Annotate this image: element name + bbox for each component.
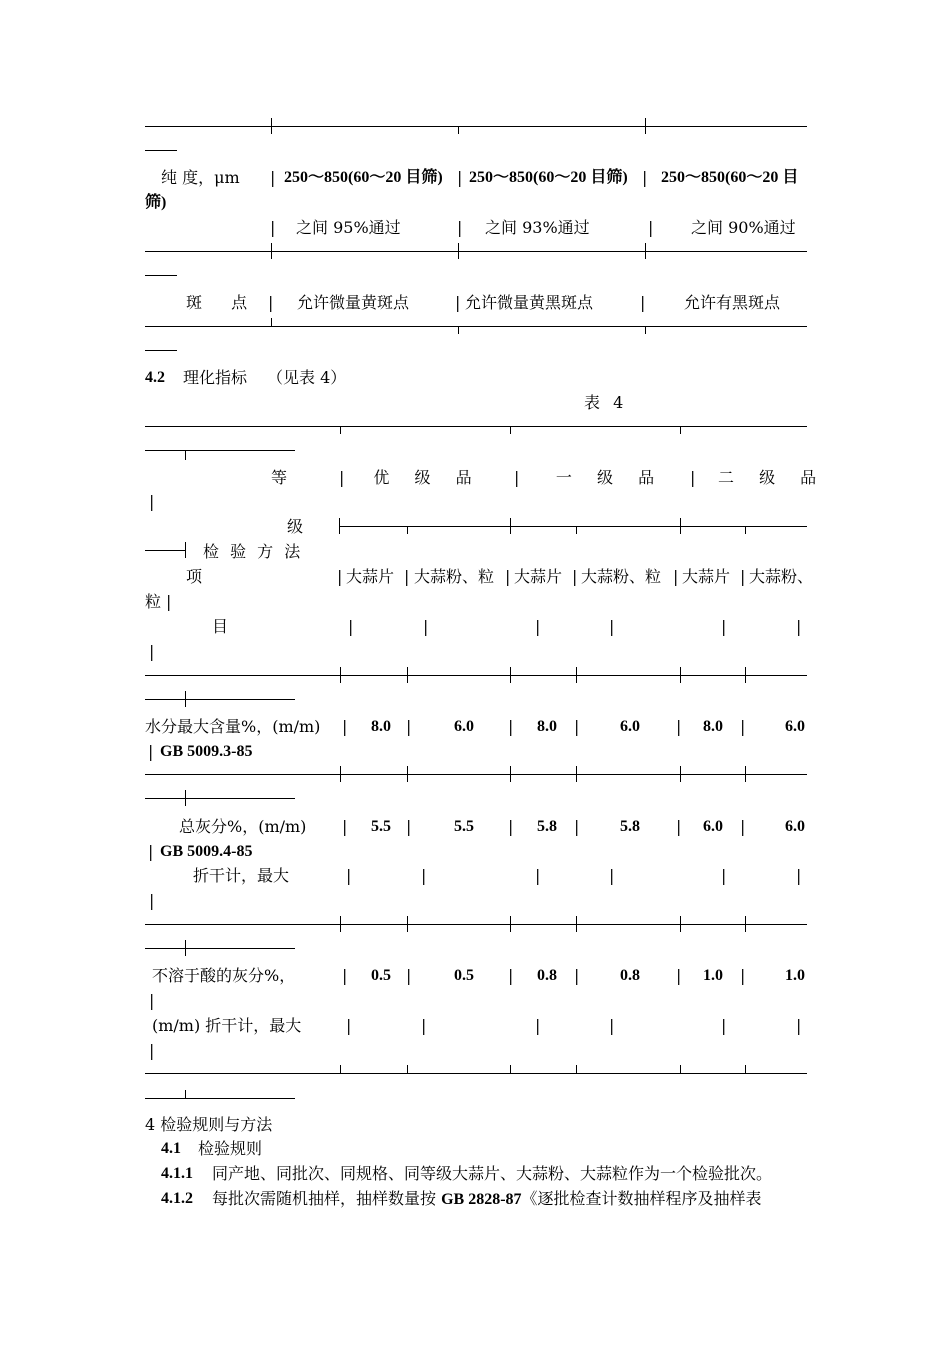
row-acid-ash-label: 不溶于酸的灰分%， [152, 966, 296, 985]
table-pipe: | [673, 567, 679, 586]
purity-c2-top: 250～850(60～20 目筛) [469, 169, 628, 186]
table-pipe: | [406, 966, 412, 985]
table-rule [145, 924, 807, 925]
table-pipe: | [421, 866, 427, 885]
acid-ash-second-slice: 1.0 [703, 967, 723, 984]
table-rule [340, 766, 341, 782]
table-rule [407, 916, 408, 932]
table-pipe: | [148, 842, 154, 861]
table-pipe: | [721, 866, 727, 885]
table-pipe: | [148, 742, 154, 761]
section-4-2-ref: （见表 4） [267, 368, 347, 387]
table-rule [510, 426, 511, 434]
table-rule [271, 318, 272, 326]
table-pipe: | [339, 468, 345, 487]
table-rule [407, 526, 408, 534]
table-pipe: | [270, 168, 276, 187]
table-pipe: | [166, 592, 172, 611]
moisture-method: GB 5009.3-85 [160, 743, 253, 760]
table-rule [340, 1065, 341, 1073]
table-rule [680, 426, 681, 434]
table-pipe: | [337, 567, 343, 586]
table-rule [145, 251, 807, 252]
table-pipe: | [149, 1041, 155, 1060]
table-rule [645, 326, 646, 334]
table-rule [645, 243, 646, 259]
table-rule [745, 1065, 746, 1073]
spots-label: 斑 点 [186, 293, 260, 312]
table-rule [185, 450, 186, 460]
table-rule [645, 118, 646, 134]
acid-ash-first-slice: 0.8 [537, 967, 557, 984]
moisture-first-powder: 6.0 [620, 718, 640, 735]
table-pipe: | [406, 817, 412, 836]
table-pipe: | [346, 866, 352, 885]
table-rule [510, 916, 511, 932]
grade-premium: 优 级 品 [373, 468, 482, 487]
subhead-powder-3-wrap: 粒 [145, 592, 162, 611]
row-moisture-label: 水分最大含量%，(m/m) [145, 717, 321, 736]
table-pipe: | [642, 168, 648, 187]
table-pipe: | [609, 1016, 615, 1035]
table-pipe: | [149, 991, 155, 1010]
table-rule [145, 798, 295, 799]
table-pipe: | [505, 567, 511, 586]
table-pipe: | [609, 866, 615, 885]
table-rule [185, 1090, 186, 1098]
table-pipe: | [348, 617, 354, 636]
table-rule [185, 790, 186, 806]
table-rule [680, 916, 681, 932]
table-4-caption: 表 4 [584, 393, 628, 412]
subhead-slice-2: 大蒜片 [514, 567, 563, 586]
table-pipe: | [676, 966, 682, 985]
table-rule [271, 243, 272, 259]
table-rule [510, 518, 511, 534]
section-4-1-text: 检验规则 [198, 1139, 263, 1158]
section-4-1-2-text: 每批次需随机抽样，抽样数量按 GB 2828-87《逐批检查计数抽样程序及抽样表 [212, 1189, 762, 1208]
table-rule [680, 1065, 681, 1073]
section-4-2-number: 4.2 [145, 369, 165, 386]
ash-second-powder: 6.0 [785, 818, 805, 835]
section-4-1-2-number: 4.1.2 [161, 1190, 193, 1207]
table-rule [745, 766, 746, 782]
table-rule [510, 667, 511, 683]
moisture-second-slice: 8.0 [703, 718, 723, 735]
table-rule [458, 326, 459, 334]
table-rule [576, 916, 577, 932]
table-pipe: | [640, 293, 646, 312]
table-rule [510, 1065, 511, 1073]
ash-premium-powder: 5.5 [454, 818, 474, 835]
table-rule [407, 1065, 408, 1073]
moisture-second-powder: 6.0 [785, 718, 805, 735]
acid-ash-first-powder: 0.8 [620, 967, 640, 984]
table-pipe: | [342, 717, 348, 736]
section-4-1-1-number: 4.1.1 [161, 1165, 193, 1182]
table-pipe: | [676, 717, 682, 736]
table-pipe: | [796, 866, 802, 885]
table-pipe: | [740, 717, 746, 736]
purity-c3-wrap: 筛) [145, 194, 167, 211]
table-rule [458, 126, 459, 134]
table-rule [340, 916, 341, 932]
table-rule [145, 150, 177, 151]
table-pipe: | [648, 218, 654, 237]
table-pipe: | [572, 567, 578, 586]
subhead-slice-1: 大蒜片 [346, 567, 395, 586]
table-rule [576, 1065, 577, 1073]
table-rule [576, 526, 577, 534]
table-pipe: | [721, 1016, 727, 1035]
row-acid-ash-label-2: (m/m) 折干计，最大 [152, 1016, 302, 1035]
acid-ash-premium-powder: 0.5 [454, 967, 474, 984]
moisture-first-slice: 8.0 [537, 718, 557, 735]
table-pipe: | [457, 218, 463, 237]
table-rule [145, 126, 807, 127]
table-rule [271, 118, 272, 134]
table-pipe: | [574, 717, 580, 736]
table-pipe: | [508, 817, 514, 836]
table-rule [576, 766, 577, 782]
table-rule [745, 667, 746, 683]
table-pipe: | [404, 567, 410, 586]
section-4-2-title: 理化指标 [183, 368, 248, 387]
table-pipe: | [609, 617, 615, 636]
acid-ash-premium-slice: 0.5 [371, 967, 391, 984]
section-4-1-number: 4.1 [161, 1140, 181, 1157]
table-rule [458, 243, 459, 259]
section-4-1-1-text: 同产地、同批次、同规格、同等级大蒜片、大蒜粉、大蒜粒作为一个检验批次。 [212, 1164, 773, 1183]
ash-premium-slice: 5.5 [371, 818, 391, 835]
table-pipe: | [740, 567, 746, 586]
table-pipe: | [346, 1016, 352, 1035]
header-grade-label-2: 级 [287, 517, 304, 536]
table-rule [145, 948, 295, 949]
table-pipe: | [342, 966, 348, 985]
table-pipe: | [796, 617, 802, 636]
table-rule [145, 350, 177, 351]
header-item-label-2: 目 [212, 617, 229, 636]
table-rule [745, 526, 746, 534]
spots-c3: 允许有黑斑点 [684, 293, 781, 312]
moisture-premium-slice: 8.0 [371, 718, 391, 735]
table-pipe: | [406, 717, 412, 736]
table-rule [145, 275, 177, 276]
subhead-slice-3: 大蒜片 [682, 567, 731, 586]
table-pipe: | [535, 866, 541, 885]
header-method: 检 验 方 法 [203, 542, 304, 561]
grade-second: 二 级 品 [718, 468, 827, 487]
table-pipe: | [574, 966, 580, 985]
table-pipe: | [423, 617, 429, 636]
header-grade-label: 等 [271, 468, 288, 487]
purity-c3-bottom: 之间 90%通过 [691, 218, 796, 237]
table-rule [145, 699, 295, 700]
table-rule [680, 667, 681, 683]
subhead-powder-3: 大蒜粉、 [749, 567, 814, 586]
moisture-premium-powder: 6.0 [454, 718, 474, 735]
table-rule [145, 675, 807, 676]
table-rule [145, 450, 295, 451]
purity-c3-top: 250～850(60～20 目 [661, 169, 799, 186]
purity-label: 纯 度，μm [161, 168, 240, 187]
table-rule [185, 691, 186, 707]
grade-first: 一 级 品 [555, 468, 665, 487]
table-pipe: | [270, 218, 276, 237]
subhead-powder-1: 大蒜粉、粒 [414, 567, 495, 586]
table-pipe: | [535, 617, 541, 636]
table-rule [340, 667, 341, 683]
table-pipe: | [455, 293, 461, 312]
table-rule [145, 426, 807, 427]
table-pipe: | [514, 468, 520, 487]
table-rule [407, 766, 408, 782]
table-rule [145, 774, 807, 775]
table-rule [145, 326, 807, 327]
header-item-label: 项 [186, 567, 203, 586]
table-rule [745, 916, 746, 932]
purity-c1-top: 250～850(60～20 目筛) [284, 169, 443, 186]
table-pipe: | [268, 293, 274, 312]
table-pipe: | [676, 817, 682, 836]
table-rule [340, 426, 341, 434]
table-pipe: | [796, 1016, 802, 1035]
table-rule [145, 1073, 807, 1074]
table-pipe: | [342, 817, 348, 836]
table-rule [407, 667, 408, 683]
table-pipe: | [421, 1016, 427, 1035]
table-pipe: | [508, 966, 514, 985]
table-rule [680, 766, 681, 782]
table-pipe: | [574, 817, 580, 836]
table-pipe: | [149, 492, 155, 511]
spots-c1: 允许微量黄斑点 [297, 293, 410, 312]
table-pipe: | [457, 168, 463, 187]
table-pipe: | [740, 966, 746, 985]
table-pipe: | [721, 617, 727, 636]
table-pipe: | [690, 468, 696, 487]
ash-method: GB 5009.4-85 [160, 843, 253, 860]
table-rule [339, 526, 807, 527]
table-rule [510, 766, 511, 782]
acid-ash-second-powder: 1.0 [785, 967, 805, 984]
row-ash-label: 总灰分%，(m/m) [179, 817, 307, 836]
table-pipe: | [149, 891, 155, 910]
table-rule [145, 550, 185, 551]
table-pipe: | [508, 717, 514, 736]
ash-first-powder: 5.8 [620, 818, 640, 835]
table-rule [185, 542, 186, 558]
table-pipe: | [149, 642, 155, 661]
table-pipe: | [740, 817, 746, 836]
section-4-heading: 4 检验规则与方法 [145, 1115, 273, 1134]
purity-c2-bottom: 之间 93%通过 [485, 218, 590, 237]
table-rule [145, 1098, 295, 1099]
table-pipe: | [535, 1016, 541, 1035]
table-rule [185, 940, 186, 956]
spots-c2: 允许微量黄黑斑点 [465, 293, 594, 312]
purity-c1-bottom: 之间 95%通过 [296, 218, 401, 237]
table-rule [680, 518, 681, 534]
subhead-powder-2: 大蒜粉、粒 [581, 567, 662, 586]
ash-second-slice: 6.0 [703, 818, 723, 835]
table-rule [576, 667, 577, 683]
ash-first-slice: 5.8 [537, 818, 557, 835]
row-ash-label-2: 折干计，最大 [193, 866, 290, 885]
